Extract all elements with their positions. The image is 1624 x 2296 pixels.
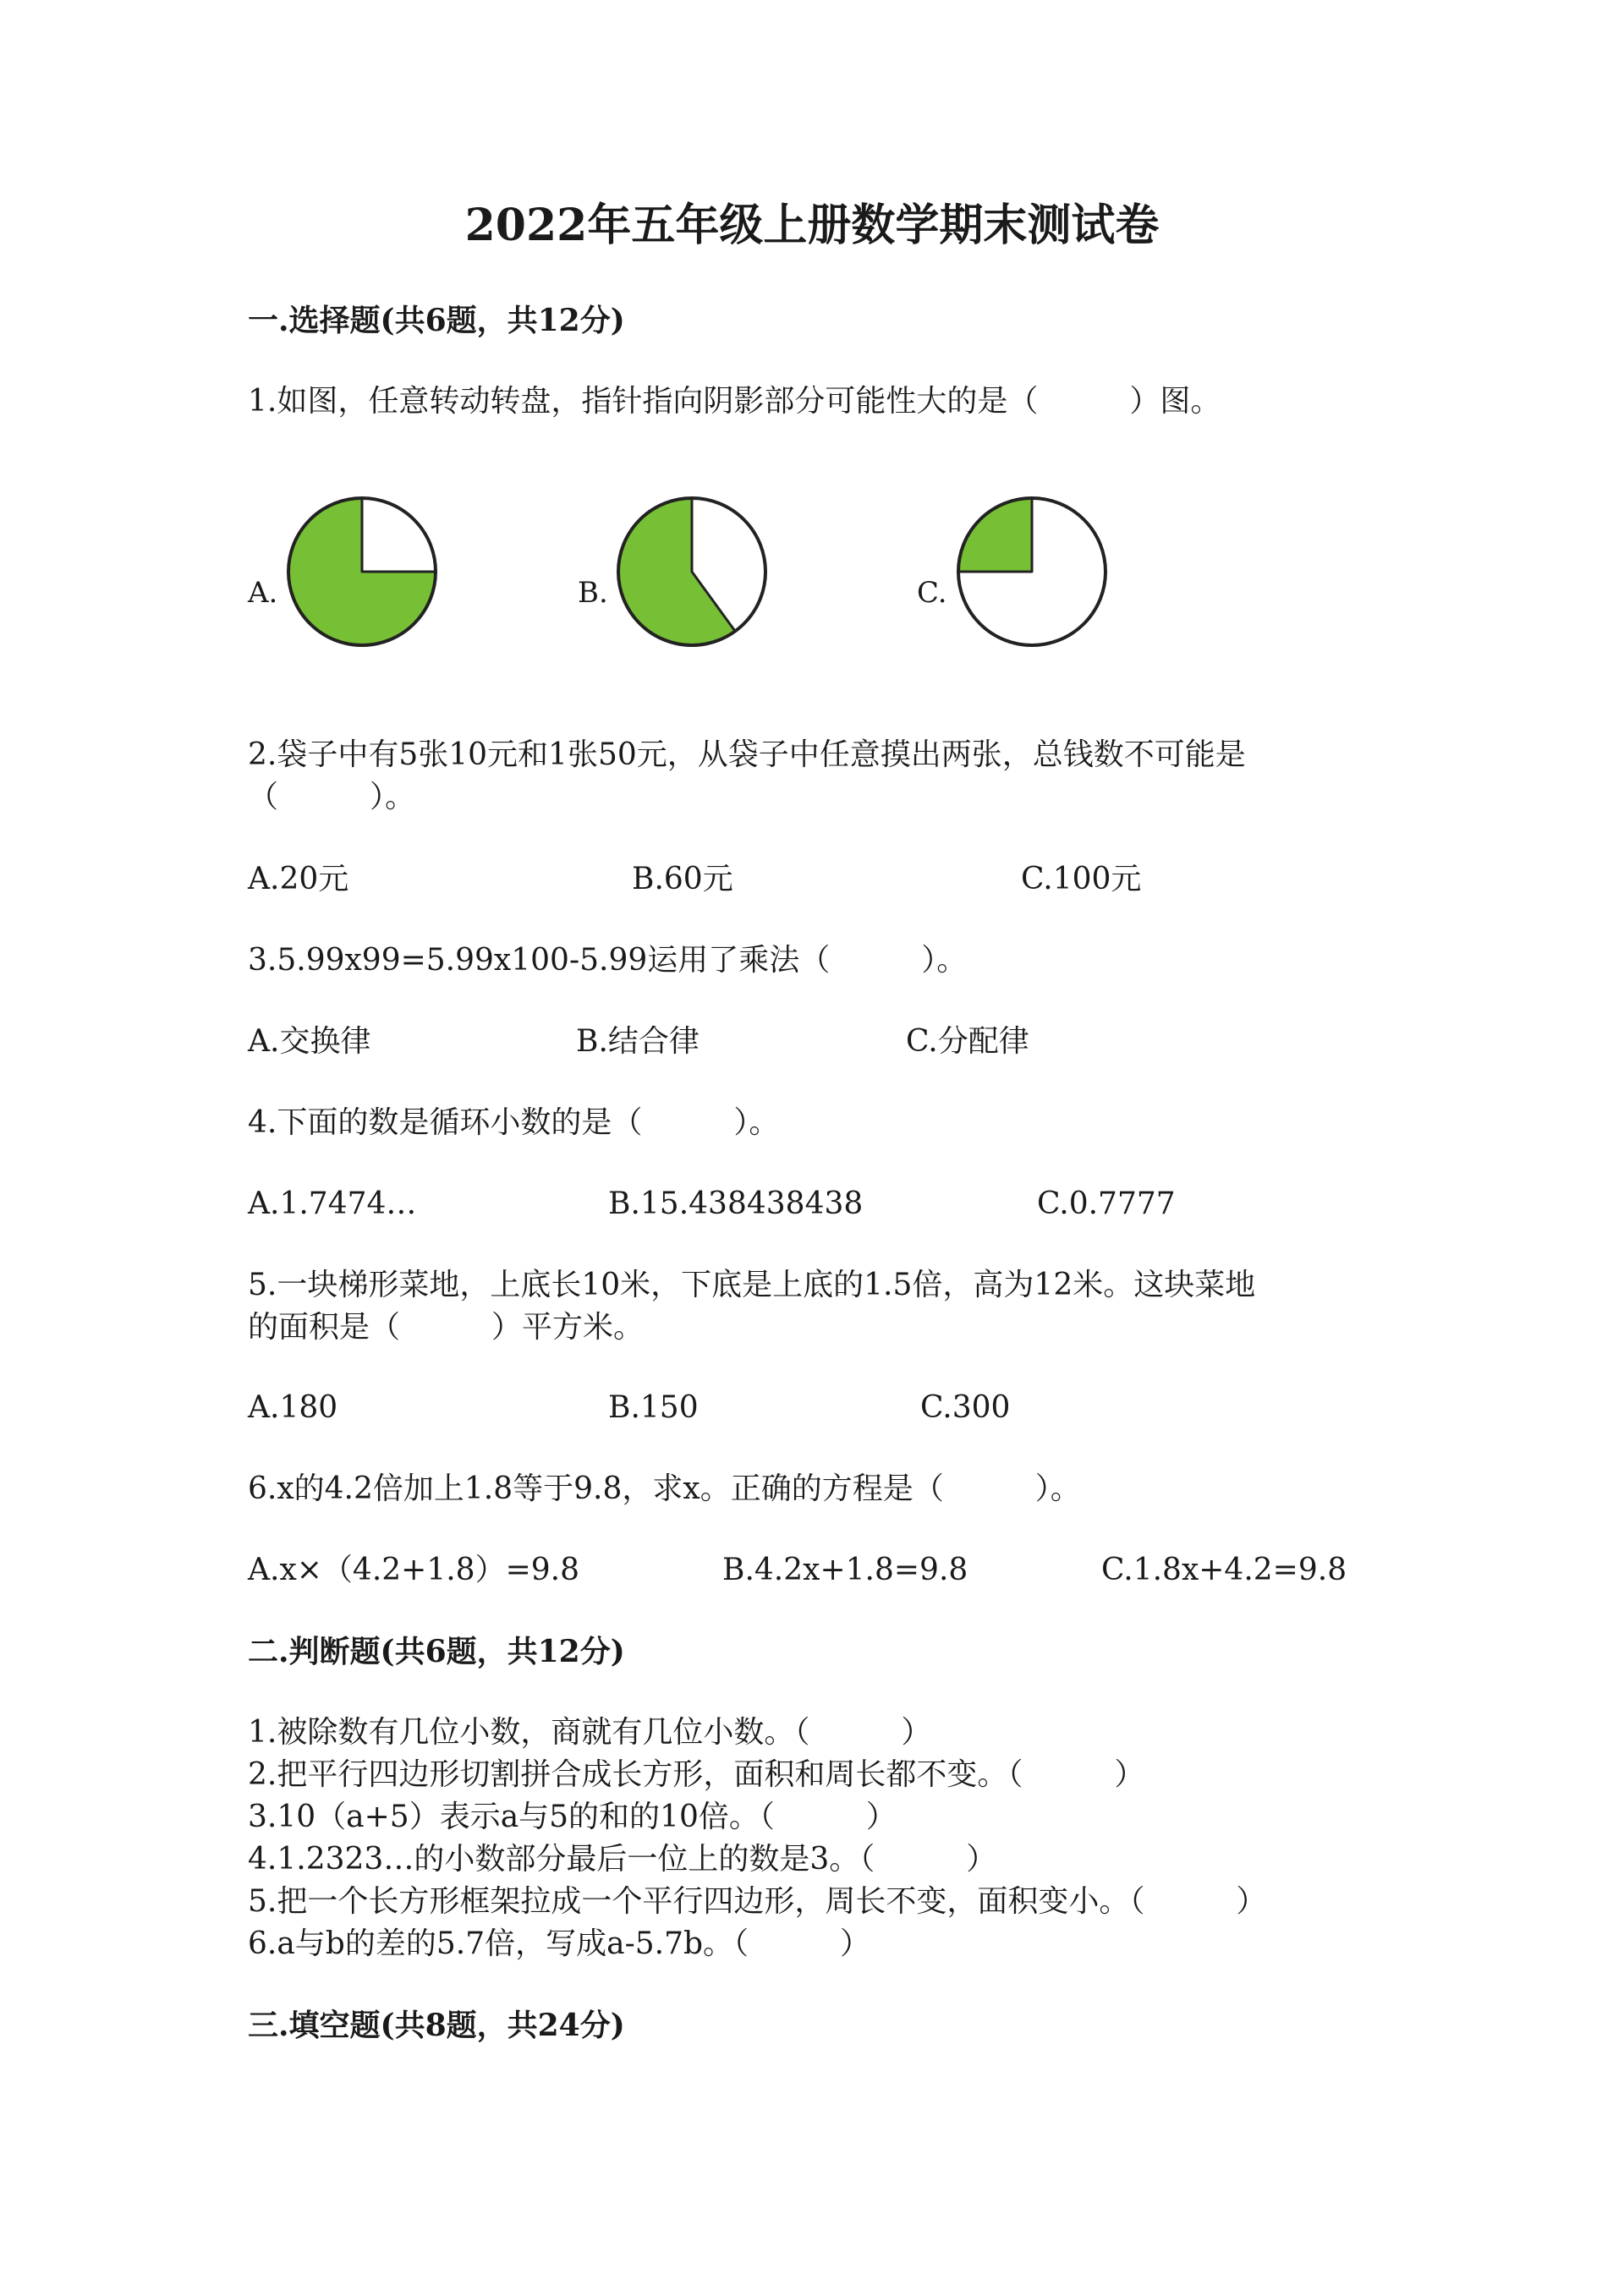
question-4-option-b: B.15.438438438 — [608, 1186, 864, 1221]
pie-option-a-chart — [285, 495, 439, 649]
question-6-option-a: A.x×（4.2+1.8）=9.8 — [248, 1553, 579, 1587]
section-heading-choice: 一.选择题(共6题，共12分) — [248, 303, 625, 338]
judgement-item-1: 1.被除数有几位小数，商就有几位小数。（ ） — [248, 1715, 932, 1750]
judgement-item-3: 3.10（a+5）表示a与5的和的10倍。（ ） — [248, 1800, 897, 1834]
question-2-option-a: A.20元 — [248, 862, 349, 896]
question-1-text: 1.如图，任意转动转盘，指针指向阴影部分可能性大的是（ ）图。 — [248, 384, 1221, 419]
question-3-option-a: A.交换律 — [248, 1024, 371, 1059]
judgement-item-4: 4.1.2323…的小数部分最后一位上的数是3。（ ） — [248, 1842, 997, 1877]
question-4-option-a: A.1.7474… — [248, 1186, 417, 1221]
question-2-option-c: C.100元 — [1021, 862, 1142, 896]
pie-option-c-chart — [955, 495, 1109, 649]
judgement-item-2: 2.把平行四边形切割拼合成长方形，面积和周长都不变。（ ） — [248, 1757, 1145, 1792]
pie-option-b-chart — [615, 495, 769, 649]
judgement-item-6: 6.a与b的差的5.7倍，写成a-5.7b。（ ） — [248, 1926, 871, 1961]
question-2-line-1: 2.袋子中有5张10元和1张50元，从袋子中任意摸出两张，总钱数不可能是 — [248, 737, 1246, 772]
question-3-option-c: C.分配律 — [906, 1024, 1029, 1059]
question-5-line-2: 的面积是（ ）平方米。 — [248, 1310, 645, 1345]
pie-option-a-label: A. — [248, 576, 278, 610]
judgement-item-5: 5.把一个长方形框架拉成一个平行四边形，周长不变，面积变小。（ ） — [248, 1884, 1267, 1919]
question-5-option-a: A.180 — [248, 1390, 338, 1425]
page-title: 2022年五年级上册数学期末测试卷 — [464, 200, 1160, 251]
question-2-line-2: （ ）。 — [248, 780, 416, 814]
question-3-option-b: B.结合律 — [576, 1024, 700, 1059]
section-heading-fill-blank: 三.填空题(共8题，共24分) — [248, 2008, 625, 2043]
question-6-option-c: C.1.8x+4.2=9.8 — [1101, 1553, 1347, 1587]
question-3-text: 3.5.99x99=5.99x100-5.99运用了乘法（ ）。 — [248, 943, 968, 978]
pie-option-c-label: C. — [917, 576, 947, 610]
pie-option-b-label: B. — [578, 576, 608, 610]
question-5-line-1: 5.一块梯形菜地，上底长10米，下底是上底的1.5倍，高为12米。这块菜地 — [248, 1268, 1256, 1302]
pie-b-shaded-wedge — [618, 498, 735, 645]
question-2-option-b: B.60元 — [632, 862, 733, 896]
question-4-option-c: C.0.7777 — [1037, 1186, 1176, 1221]
section-heading-judgement: 二.判断题(共6题，共12分) — [248, 1634, 625, 1669]
question-6-text: 6.x的4.2倍加上1.8等于9.8，求x。正确的方程是（ ）。 — [248, 1471, 1081, 1506]
question-5-option-c: C.300 — [920, 1390, 1011, 1425]
question-5-option-b: B.150 — [608, 1390, 699, 1425]
question-4-text: 4.下面的数是循环小数的是（ ）。 — [248, 1105, 780, 1140]
question-6-option-b: B.4.2x+1.8=9.8 — [722, 1553, 968, 1587]
